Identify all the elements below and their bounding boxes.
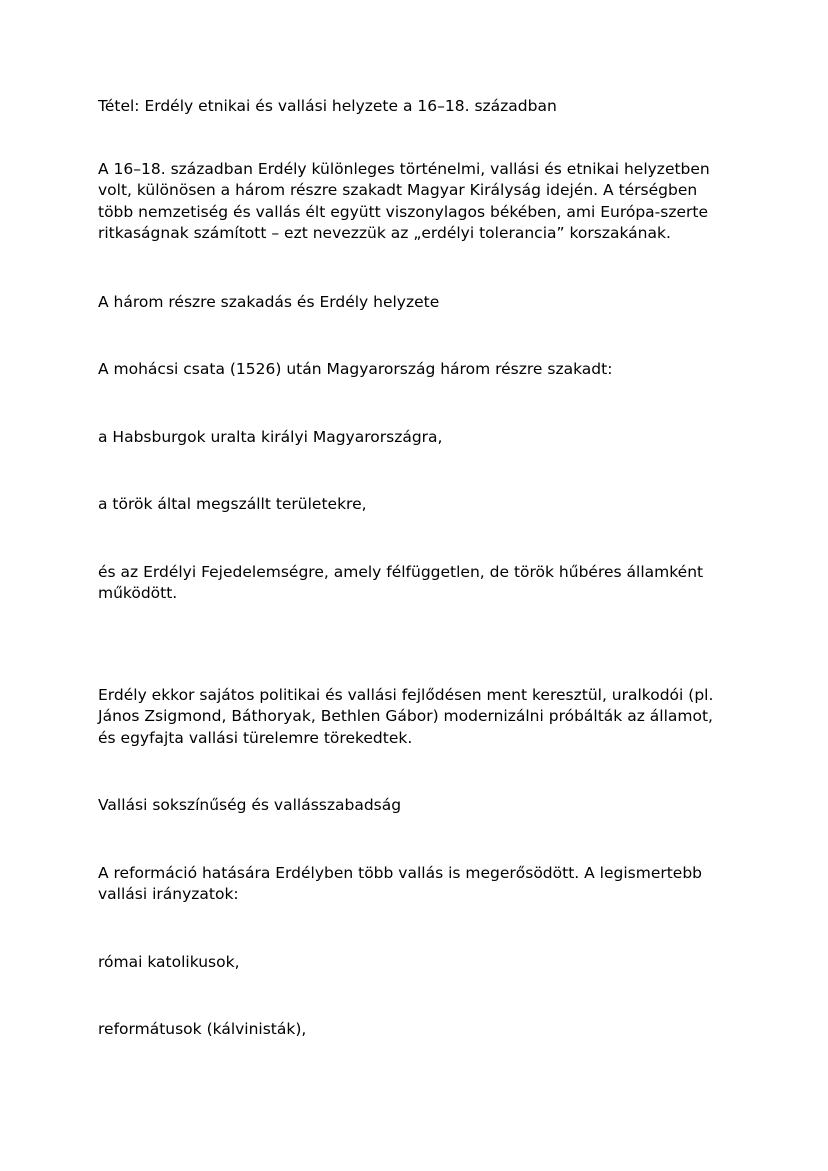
paragraph-intro: A 16–18. században Erdély különleges történelmi, vallási és etnikai helyzetben volt, különösen a három részre szakadt Magyar Királyság idején. A térségben több nemzetiség és vallás élt együtt viszonylagos békében, ami Európa-szerte ritkaságnak számított – ezt nevezzük az „erdélyi tolerancia” korszakának. [98,159,710,242]
list-item-habsburg: a Habsburgok uralta királyi Magyarországra, [98,427,443,446]
paragraph-rulers: Erdély ekkor sajátos politikai és vallási fejlődésen ment keresztül, uralkodói (pl. János Zsigmond, Báthoryak, Bethlen Gábor) modernizálni próbálták az államot, és egyfajta vallási türelemre törekedtek. [98,685,714,747]
paragraph-reformation: A reformáció hatására Erdélyben több vallás is megerősödött. A legismertebb vallási irányzatok: [98,863,703,903]
list-item-turkish-territories: a török által megszállt területekre, [98,495,367,513]
section-heading-three-parts: A három részre szakadás és Erdély helyzete [98,292,440,311]
section-heading-religious-diversity: Vallási sokszínűség és vallásszabadság [98,796,402,814]
document-title: Tétel: Erdély etnikai és vallási helyzete a 16–18. században [98,97,557,115]
list-item-roman-catholics: római katolikusok, [98,952,240,971]
paragraph-mohacs: A mohácsi csata (1526) után Magyarország három részre szakadt: [98,360,613,378]
list-item-transylvanian-principality: és az Erdélyi Fejedelemségre, amely félfüggetlen, de török hűbéres államként működött. [98,562,704,602]
list-item-calvinists: reformátusok (kálvinisták), [98,1020,307,1038]
